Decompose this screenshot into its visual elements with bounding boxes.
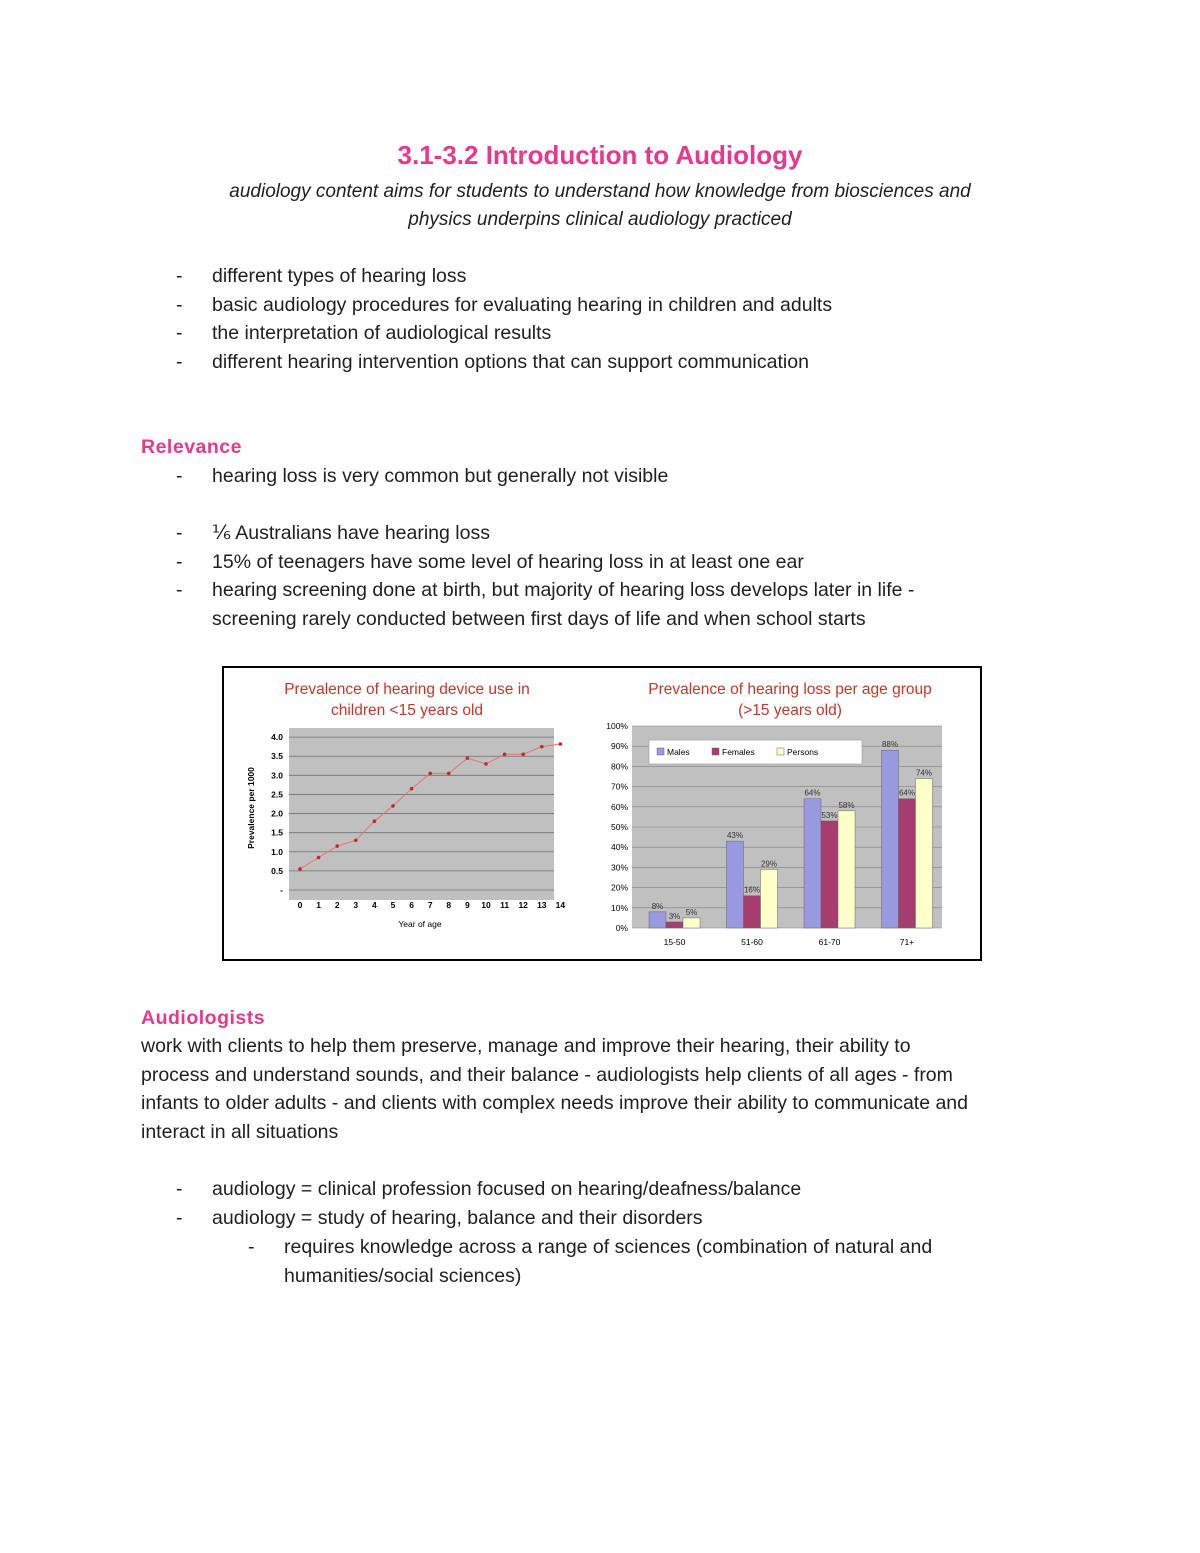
line-chart-point — [484, 762, 488, 766]
list-item — [176, 319, 832, 348]
line-chart-x-tick-label: 13 — [537, 900, 547, 910]
bullet-dash: - — [176, 579, 183, 602]
bar-data-label: 64% — [804, 788, 821, 798]
bar-chart-y-tick-label: 30% — [610, 862, 628, 873]
relevance-heading: Relevance — [141, 436, 242, 458]
line-chart-y-tick-label: 0.5 — [271, 865, 283, 876]
bar-chart-y-tick-label: 90% — [610, 741, 628, 752]
paragraph-line: process and understand sounds, and their balance - audiologists help clients of all ages - from — [141, 1063, 953, 1086]
line-chart-point — [410, 787, 414, 791]
line-chart-point — [521, 753, 525, 757]
line-chart-point — [540, 745, 544, 749]
legend-label: Males — [667, 747, 690, 757]
list-item — [176, 519, 914, 548]
legend-label: Females — [722, 747, 755, 757]
list-item — [176, 548, 914, 577]
document-title: 3.1-3.2 Introduction to Audiology — [397, 140, 803, 170]
line-chart-x-tick-label: 10 — [481, 900, 491, 910]
bar-chart-x-ticks — [664, 937, 915, 947]
legend-label: Persons — [787, 747, 819, 757]
list-item-text: basic audiology procedures for evaluating hearing in children and adults — [212, 293, 833, 316]
bar-data-label: 29% — [760, 859, 778, 869]
list-item-text: audiology = clinical profession focused on hearing/deafness/balance — [212, 1178, 802, 1200]
bar-chart-x-tick-label: 71+ — [899, 937, 915, 947]
bar-persons — [683, 918, 700, 928]
legend-swatch — [712, 748, 719, 755]
line-chart-y-tick-label: - — [280, 885, 283, 895]
bar-data-label: 8% — [651, 901, 664, 911]
bullet-dash: - — [176, 265, 183, 287]
bullet-dash: - — [176, 465, 183, 487]
bullet-dash: - — [176, 1206, 183, 1229]
line-chart-x-tick-label: 3 — [353, 900, 359, 910]
list-item-text: hearing loss is very common but generally not visible — [212, 465, 669, 487]
line-chart-x-tick-label: 12 — [518, 900, 528, 910]
bar-chart-x-tick-label: 51-60 — [741, 937, 763, 947]
line-chart-x-tick-label: 7 — [427, 900, 433, 910]
bar-males — [804, 799, 821, 928]
list-item — [176, 348, 832, 377]
bar-females — [744, 896, 761, 928]
bar-data-label: 64% — [898, 788, 916, 798]
list-item-continuation — [248, 1262, 932, 1291]
bar-chart-y-tick-label: 50% — [610, 822, 628, 832]
line-chart-y-tick-label: 2.5 — [271, 789, 283, 800]
line-chart-point — [373, 819, 377, 823]
intro-bullet-list — [176, 262, 832, 376]
line-chart-y-tick-label: 3.5 — [271, 751, 283, 762]
line-chart-point — [317, 856, 321, 860]
list-item — [176, 462, 668, 491]
bar-data-label: 16% — [743, 885, 761, 895]
line-chart-point — [391, 804, 395, 808]
bar-data-label: 3% — [668, 911, 681, 921]
list-item-text: screening rarely conducted between first days of life and when school starts — [212, 607, 866, 630]
bar-females — [899, 799, 916, 928]
list-item-continuation — [176, 605, 914, 634]
paragraph-line: work with clients to help them preserve, manage and improve their hearing, their ability to — [141, 1035, 911, 1057]
line-chart-point — [503, 753, 507, 757]
line-chart-x-tick-label: 0 — [297, 900, 303, 910]
line-chart-y-tick-label: 1.0 — [271, 846, 283, 857]
line-chart-title: Prevalence of hearing device use in — [284, 681, 530, 698]
bullet-dash: - — [176, 1178, 183, 1200]
subtitle-line: physics underpins clinical audiology practiced — [408, 209, 792, 230]
bar-chart-y-tick-label: 100% — [606, 721, 628, 731]
bar-chart-y-tick-label: 20% — [610, 882, 628, 893]
line-chart-x-tick-label: 5 — [390, 900, 396, 910]
line-chart-y-tick-label: 1.5 — [271, 827, 283, 838]
relevance-bullet-list — [176, 519, 914, 633]
list-item-text: requires knowledge across a range of sciences (combination of natural and — [284, 1236, 933, 1258]
line-chart-point — [559, 742, 563, 746]
charts-figure — [222, 666, 982, 961]
line-chart-plot-area — [289, 728, 554, 900]
bar-chart-legend-entries — [657, 747, 818, 757]
bar-chart-y-tick-label: 70% — [610, 781, 628, 792]
bar-chart-y-tick-label: 80% — [610, 761, 628, 772]
line-chart-ylabel: Prevalence per 1000 — [246, 767, 256, 849]
paragraph-line: interact in all situations — [141, 1120, 339, 1143]
bar-chart-title: Prevalence of hearing loss per age group — [648, 681, 932, 698]
bullet-dash: - — [176, 350, 183, 373]
line-chart-y-tick-label: 2.0 — [271, 808, 283, 819]
paragraph-line: infants to older adults - and clients with complex needs improve their ability to communicate and — [141, 1092, 968, 1115]
line-chart-x-tick-label: 11 — [500, 900, 510, 910]
legend-swatch — [777, 748, 784, 755]
bar-chart-y-tick-label: 40% — [610, 842, 628, 853]
list-item-text: different hearing intervention options that can support communication — [212, 350, 809, 373]
bullet-dash: - — [176, 293, 183, 316]
bar-females — [821, 821, 838, 928]
list-item-text: audiology = study of hearing, balance and their disorders — [212, 1206, 703, 1229]
list-item-text: ⅙ Australians have hearing loss — [212, 522, 490, 544]
line-chart-point — [298, 867, 302, 871]
bar-males — [649, 912, 666, 928]
line-chart-x-tick-label: 1 — [316, 900, 321, 910]
audiologists-sub-bullet-list — [248, 1233, 932, 1290]
list-item-text: hearing screening done at birth, but majority of hearing loss develops later in life - — [212, 579, 915, 602]
audiologists-paragraph — [141, 1032, 1071, 1146]
bar-females — [666, 922, 683, 928]
line-chart-y-ticks — [271, 732, 283, 895]
bar-chart-y-tick-label: 0% — [615, 923, 628, 933]
line-chart-x-tick-label: 14 — [555, 900, 566, 910]
line-chart-title: children <15 years old — [330, 702, 484, 719]
line-chart-x-tick-label: 4 — [372, 900, 377, 910]
bar-chart-y-tick-label: 60% — [610, 801, 628, 812]
list-item — [176, 1204, 801, 1233]
bar-data-label: 74% — [915, 768, 933, 778]
line-chart-point — [428, 772, 432, 776]
list-item-text: different types of hearing loss — [212, 265, 467, 287]
audiologists-bullet-list — [176, 1175, 801, 1232]
list-item-text: the interpretation of audiological results — [212, 322, 552, 345]
line-chart-point — [466, 756, 470, 760]
list-item-text: 15% of teenagers have some level of hearing loss in at least one ear — [212, 550, 804, 573]
bar-chart-y-ticks — [606, 721, 628, 933]
line-chart-xlabel: Year of age — [398, 919, 442, 929]
list-item — [176, 291, 832, 320]
list-item — [176, 262, 832, 291]
line-chart-point — [447, 772, 451, 776]
list-item-text: humanities/social sciences) — [284, 1264, 522, 1287]
bar-persons — [838, 811, 855, 928]
bar-data-label: 43% — [726, 831, 744, 841]
line-chart-x-ticks — [298, 900, 566, 910]
bar-males — [882, 750, 899, 928]
charts-svg — [224, 668, 980, 959]
bullet-dash: - — [176, 322, 183, 345]
bar-persons — [916, 779, 933, 928]
bullet-dash: - — [176, 550, 183, 573]
list-item — [176, 576, 914, 605]
line-chart-x-tick-label: 9 — [465, 900, 470, 910]
bar-chart-y-tick-label: 10% — [610, 902, 628, 913]
bar-chart-x-tick-label: 15-50 — [663, 937, 686, 947]
line-chart-x-tick-label: 8 — [446, 900, 452, 910]
relevance-bullet-list — [176, 462, 668, 491]
bar-data-label: 88% — [881, 740, 899, 750]
bar-males — [727, 841, 744, 928]
subtitle-line: audiology content aims for students to understand how knowledge from biosciences and — [229, 181, 971, 202]
bar-data-label: 5% — [685, 907, 698, 917]
bullet-dash: - — [248, 1236, 255, 1258]
list-item — [176, 1175, 801, 1204]
line-chart-y-tick-label: 4.0 — [271, 732, 283, 743]
list-item — [248, 1233, 932, 1262]
bullet-dash: - — [176, 522, 183, 544]
line-chart-y-tick-label: 3.0 — [271, 770, 283, 781]
line-chart-point — [335, 844, 339, 848]
audiologists-heading: Audiologists — [141, 1007, 266, 1029]
bar-chart-title: (>15 years old) — [738, 702, 842, 719]
line-chart-x-tick-label: 2 — [334, 900, 340, 910]
line-chart-x-tick-label: 6 — [409, 900, 414, 910]
legend-swatch — [657, 748, 664, 755]
line-chart-point — [354, 839, 358, 843]
document-subtitle — [150, 178, 1050, 234]
bar-data-label: 58% — [838, 800, 855, 810]
bar-chart-x-tick-label: 61-70 — [818, 937, 841, 947]
bar-data-label: 53% — [821, 810, 838, 820]
bar-persons — [761, 869, 778, 928]
